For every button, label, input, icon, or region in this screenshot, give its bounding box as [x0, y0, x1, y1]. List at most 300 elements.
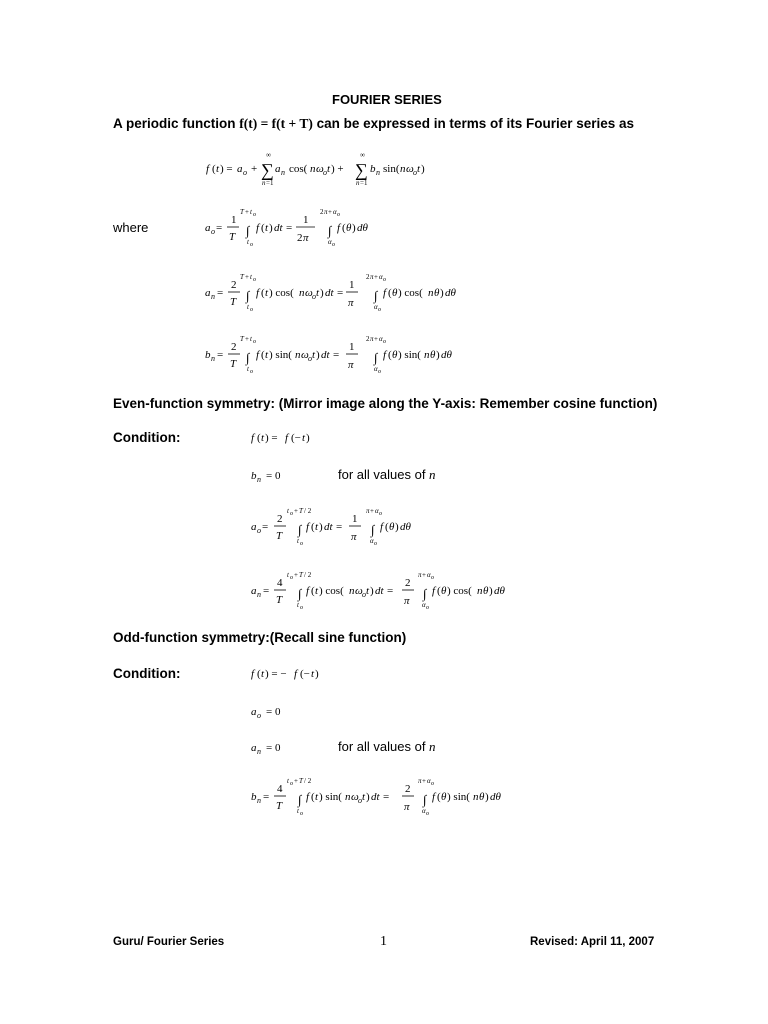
svg-text:(−: (−	[291, 432, 301, 444]
svg-text:∫: ∫	[423, 792, 427, 807]
svg-text:o: o	[290, 781, 293, 787]
svg-text:ω: ω	[355, 585, 363, 597]
svg-text:o: o	[379, 511, 382, 517]
svg-text:2: 2	[366, 273, 370, 281]
svg-text:π: π	[370, 335, 374, 343]
svg-text:f: f	[380, 521, 384, 533]
svg-text:n: n	[295, 349, 301, 361]
svg-text:t: t	[287, 507, 289, 515]
svg-text:t: t	[216, 163, 220, 175]
svg-text:t: t	[261, 668, 265, 680]
even-note-text: for all values of	[338, 467, 430, 482]
odd-note	[338, 739, 436, 755]
svg-text:α: α	[427, 571, 431, 579]
svg-text:2: 2	[320, 208, 324, 216]
svg-text:n: n	[376, 168, 380, 177]
svg-text:) sin(: ) sin(	[447, 791, 470, 803]
svg-text:): )	[366, 791, 370, 803]
svg-text:o: o	[300, 541, 303, 547]
svg-text:o: o	[290, 511, 293, 517]
svg-text:2: 2	[366, 335, 370, 343]
even-bn-zero	[248, 464, 308, 486]
svg-text:α: α	[422, 601, 426, 609]
svg-text:α: α	[375, 507, 379, 515]
svg-text:2: 2	[231, 341, 237, 353]
intro-text	[113, 116, 634, 132]
svg-text:+: +	[374, 273, 378, 281]
svg-text:a: a	[275, 163, 281, 175]
svg-text:α: α	[333, 208, 337, 216]
svg-text:/ 2: / 2	[304, 507, 312, 515]
svg-text:o: o	[250, 307, 253, 313]
svg-text:(: (	[311, 585, 315, 597]
svg-text:): )	[319, 521, 323, 533]
svg-text:α: α	[422, 807, 426, 815]
svg-text:+: +	[328, 208, 332, 216]
svg-text:θ: θ	[441, 791, 447, 803]
svg-text:t: t	[297, 601, 299, 609]
svg-text:t: t	[327, 163, 331, 175]
svg-text:t: t	[250, 335, 252, 343]
svg-text:dt: dt	[321, 349, 330, 361]
svg-text:) sin(: ) sin(	[398, 349, 421, 361]
svg-text:+: +	[370, 507, 374, 515]
svg-text:= 0: = 0	[266, 470, 281, 482]
svg-text:): )	[315, 668, 319, 680]
svg-text:n: n	[424, 349, 430, 361]
svg-text:f: f	[306, 585, 310, 597]
svg-text:2: 2	[277, 513, 283, 525]
svg-text:n: n	[257, 796, 261, 805]
svg-text:∫: ∫	[298, 522, 302, 537]
svg-text:∑: ∑	[261, 160, 274, 180]
svg-text:+: +	[294, 507, 298, 515]
svg-text:4: 4	[277, 577, 283, 589]
svg-text:) sin(: ) sin(	[269, 349, 292, 361]
svg-text:ω: ω	[305, 287, 313, 299]
svg-text:f: f	[337, 222, 341, 234]
odd-heading: Odd-function symmetry:(Recall sine function)	[113, 630, 407, 645]
svg-text:π: π	[404, 801, 410, 813]
svg-text:t: t	[312, 349, 316, 361]
odd-an-zero	[248, 736, 308, 758]
svg-text:): )	[440, 287, 444, 299]
where-label: where	[113, 220, 149, 235]
svg-text:) = −: ) = −	[265, 668, 287, 680]
svg-text:f: f	[256, 349, 260, 361]
svg-text:f: f	[285, 432, 289, 444]
svg-text:n: n	[356, 179, 360, 187]
svg-text:): )	[320, 287, 324, 299]
svg-text:n: n	[262, 179, 266, 187]
svg-text:): )	[316, 349, 320, 361]
svg-text:): )	[269, 222, 273, 234]
svg-text:T: T	[276, 594, 283, 606]
svg-text:∫: ∫	[298, 586, 302, 601]
intro-prefix: A periodic function	[113, 116, 240, 131]
svg-text:1: 1	[349, 279, 355, 291]
page-title: FOURIER SERIES	[332, 92, 442, 107]
even-ao-formula	[246, 502, 446, 548]
svg-text:π: π	[418, 571, 422, 579]
svg-text:o: o	[300, 605, 303, 611]
svg-text:dθ: dθ	[490, 791, 501, 803]
svg-text:a: a	[251, 742, 257, 754]
svg-text:+: +	[422, 777, 426, 785]
even-condition-formula	[248, 426, 358, 448]
svg-text:f: f	[432, 791, 436, 803]
svg-text:o: o	[431, 781, 434, 787]
svg-text:ω: ω	[301, 349, 309, 361]
svg-text:f: f	[306, 521, 310, 533]
svg-text:=1: =1	[360, 179, 368, 187]
svg-text:): )	[352, 222, 356, 234]
svg-text:n: n	[257, 475, 261, 484]
svg-text:(: (	[437, 585, 441, 597]
svg-text:o: o	[374, 541, 377, 547]
svg-text:) cos(: ) cos(	[269, 287, 294, 299]
svg-text:T: T	[230, 358, 237, 370]
svg-text:n: n	[428, 287, 434, 299]
svg-text:): )	[395, 521, 399, 533]
svg-text:=: =	[333, 349, 340, 361]
svg-text:=: =	[216, 222, 223, 234]
svg-text:t: t	[316, 287, 320, 299]
svg-text:+: +	[245, 335, 249, 343]
svg-text:) cos(: ) cos(	[398, 287, 423, 299]
svg-text:t: t	[315, 521, 319, 533]
svg-text:∫: ∫	[423, 586, 427, 601]
svg-text:T: T	[240, 273, 244, 281]
svg-text:T: T	[299, 777, 303, 785]
svg-text:a: a	[251, 706, 257, 718]
svg-text:t: t	[265, 287, 269, 299]
svg-text:): )	[436, 349, 440, 361]
svg-text:o: o	[300, 811, 303, 817]
svg-text:n: n	[400, 163, 406, 175]
svg-text:(: (	[257, 668, 261, 680]
even-note-var: n	[429, 467, 436, 482]
svg-text:T: T	[240, 335, 244, 343]
svg-text:dθ: dθ	[441, 349, 452, 361]
svg-text:t: t	[302, 432, 306, 444]
svg-text:o: o	[362, 590, 366, 599]
svg-text:): )	[489, 585, 493, 597]
an-formula	[200, 268, 490, 314]
svg-text:θ: θ	[434, 287, 440, 299]
svg-text:) =: ) =	[220, 163, 233, 175]
svg-text:θ: θ	[346, 222, 352, 234]
svg-text:dθ: dθ	[494, 585, 505, 597]
svg-text:+: +	[245, 273, 249, 281]
svg-text:∫: ∫	[374, 350, 378, 365]
svg-text:∫: ∫	[374, 288, 378, 303]
svg-text:=: =	[286, 222, 293, 234]
svg-text:∞: ∞	[360, 151, 365, 159]
svg-text:∫: ∫	[246, 288, 250, 303]
svg-text:α: α	[370, 537, 374, 545]
svg-text:T: T	[229, 231, 236, 243]
svg-text:o: o	[378, 307, 381, 313]
svg-text:): )	[370, 585, 374, 597]
svg-text:f: f	[294, 668, 298, 680]
odd-bn-formula	[246, 772, 536, 818]
svg-text:n: n	[211, 354, 215, 363]
svg-text:(: (	[261, 287, 265, 299]
svg-text:π: π	[303, 232, 309, 244]
svg-text:(: (	[311, 521, 315, 533]
svg-text:∫: ∫	[298, 792, 302, 807]
svg-text:=: =	[217, 349, 224, 361]
svg-text:t: t	[247, 238, 249, 246]
svg-text:dθ: dθ	[400, 521, 411, 533]
svg-text:=: =	[383, 791, 390, 803]
ao-formula	[200, 204, 400, 248]
svg-text:ω: ω	[351, 791, 359, 803]
svg-text:/ 2: / 2	[304, 777, 312, 785]
svg-text:α: α	[379, 273, 383, 281]
svg-text:(: (	[261, 349, 265, 361]
svg-text:(: (	[388, 287, 392, 299]
svg-text:=: =	[387, 585, 394, 597]
svg-text:∫: ∫	[246, 223, 250, 238]
svg-text:t: t	[315, 585, 319, 597]
svg-text:) sin(: ) sin(	[319, 791, 342, 803]
svg-text:4: 4	[277, 783, 283, 795]
svg-text:(: (	[257, 432, 261, 444]
svg-text:o: o	[378, 369, 381, 375]
svg-text:o: o	[426, 811, 429, 817]
odd-note-text: for all values of	[338, 739, 430, 754]
svg-text:n: n	[349, 585, 355, 597]
svg-text:α: α	[379, 335, 383, 343]
svg-text:2: 2	[405, 577, 411, 589]
svg-text:(: (	[311, 791, 315, 803]
svg-text:o: o	[253, 277, 256, 283]
svg-text:α: α	[328, 238, 332, 246]
svg-text:dθ: dθ	[445, 287, 456, 299]
svg-text:o: o	[250, 369, 253, 375]
svg-text:t: t	[250, 273, 252, 281]
svg-text:a: a	[205, 222, 211, 234]
svg-text:=: =	[336, 521, 343, 533]
svg-text:a: a	[251, 585, 257, 597]
svg-text:): )	[485, 791, 489, 803]
svg-text:o: o	[431, 575, 434, 581]
svg-text:t: t	[297, 807, 299, 815]
svg-text:): )	[306, 432, 310, 444]
svg-text:f: f	[256, 222, 260, 234]
svg-text:a: a	[237, 163, 243, 175]
svg-text:) =: ) =	[265, 432, 278, 444]
svg-text:θ: θ	[430, 349, 436, 361]
footer-left: Guru/ Fourier Series	[113, 936, 225, 948]
svg-text:π: π	[348, 297, 354, 309]
svg-text:∫: ∫	[371, 522, 375, 537]
svg-text:b: b	[251, 470, 257, 482]
svg-text:f: f	[206, 163, 210, 175]
svg-text:b: b	[205, 349, 211, 361]
svg-text:T: T	[240, 208, 244, 216]
svg-text:t: t	[287, 777, 289, 785]
svg-text:θ: θ	[479, 791, 485, 803]
svg-text:α: α	[427, 777, 431, 785]
svg-text:=: =	[337, 287, 344, 299]
svg-text:): )	[421, 163, 425, 175]
svg-text:n: n	[345, 791, 351, 803]
svg-text:=: =	[263, 585, 270, 597]
svg-text:t: t	[247, 303, 249, 311]
svg-text:n: n	[310, 163, 316, 175]
svg-text:t: t	[311, 668, 315, 680]
svg-text:o: o	[253, 212, 256, 218]
svg-text:) cos(: ) cos(	[319, 585, 344, 597]
svg-text:f: f	[306, 791, 310, 803]
svg-text:= 0: = 0	[266, 706, 281, 718]
svg-text:2: 2	[405, 783, 411, 795]
svg-text:o: o	[426, 605, 429, 611]
svg-text:t: t	[247, 365, 249, 373]
svg-text:t: t	[362, 791, 366, 803]
svg-text:T: T	[276, 800, 283, 812]
odd-ao-zero	[248, 700, 308, 722]
odd-condition-label: Condition:	[113, 666, 181, 681]
svg-text:α: α	[374, 365, 378, 373]
svg-text:dt: dt	[371, 791, 380, 803]
svg-text:∫: ∫	[246, 350, 250, 365]
svg-text:o: o	[257, 711, 261, 720]
odd-note-var: n	[429, 739, 436, 754]
svg-text:∑: ∑	[355, 160, 368, 180]
svg-text:n: n	[477, 585, 483, 597]
svg-text:(: (	[342, 222, 346, 234]
even-condition-label: Condition:	[113, 430, 181, 445]
svg-text:1: 1	[349, 341, 355, 353]
svg-text:cos(: cos(	[289, 163, 308, 175]
svg-text:f: f	[251, 668, 255, 680]
svg-text:t: t	[417, 163, 421, 175]
svg-text:=: =	[263, 791, 270, 803]
svg-text:o: o	[253, 339, 256, 345]
svg-text:o: o	[308, 354, 312, 363]
svg-text:(−: (−	[300, 668, 310, 680]
svg-text:a: a	[251, 521, 257, 533]
svg-text:/ 2: / 2	[304, 571, 312, 579]
svg-text:t: t	[265, 349, 269, 361]
odd-condition-formula	[248, 662, 358, 684]
svg-text:θ: θ	[441, 585, 447, 597]
svg-text:(: (	[388, 349, 392, 361]
svg-text:f: f	[383, 349, 387, 361]
svg-text:π: π	[351, 531, 357, 543]
svg-text:f: f	[383, 287, 387, 299]
svg-text:(: (	[212, 163, 216, 175]
svg-text:π: π	[348, 359, 354, 371]
svg-text:θ: θ	[483, 585, 489, 597]
svg-text:t: t	[265, 222, 269, 234]
svg-text:n: n	[257, 747, 261, 756]
svg-text:α: α	[374, 303, 378, 311]
svg-text:dθ: dθ	[357, 222, 368, 234]
svg-text:+: +	[245, 208, 249, 216]
svg-text:+: +	[251, 163, 258, 175]
svg-text:n: n	[257, 590, 261, 599]
svg-text:+: +	[374, 335, 378, 343]
svg-text:o: o	[383, 339, 386, 345]
bn-formula	[200, 330, 490, 376]
svg-text:t: t	[261, 432, 265, 444]
svg-text:o: o	[312, 292, 316, 301]
svg-text:=: =	[262, 521, 269, 533]
svg-text:2: 2	[297, 232, 303, 244]
svg-text:θ: θ	[389, 521, 395, 533]
svg-text:(: (	[261, 222, 265, 234]
svg-text:= 0: = 0	[266, 742, 281, 754]
intro-formula: f(t) = f(t + T)	[239, 116, 313, 131]
svg-text:∞: ∞	[266, 151, 271, 159]
even-heading: Even-function symmetry: (Mirror image along the Y-axis: Remember cosine function)	[113, 396, 658, 411]
fourier-series-equation	[200, 148, 460, 188]
svg-text:n: n	[281, 168, 285, 177]
svg-text:=: =	[217, 287, 224, 299]
svg-text:) +: ) +	[331, 163, 344, 175]
svg-text:t: t	[250, 208, 252, 216]
svg-text:θ: θ	[392, 349, 398, 361]
svg-text:f: f	[432, 585, 436, 597]
svg-text:∫: ∫	[328, 223, 332, 238]
svg-text:f: f	[256, 287, 260, 299]
page-number: 1	[380, 934, 387, 949]
svg-text:o: o	[250, 242, 253, 248]
svg-text:π: π	[366, 507, 370, 515]
svg-text:t: t	[366, 585, 370, 597]
svg-text:t: t	[315, 791, 319, 803]
svg-text:dt: dt	[324, 521, 333, 533]
svg-text:π: π	[370, 273, 374, 281]
svg-text:π: π	[404, 595, 410, 607]
even-note	[338, 467, 436, 483]
svg-text:o: o	[383, 277, 386, 283]
svg-text:o: o	[323, 168, 327, 177]
svg-text:) cos(: ) cos(	[447, 585, 472, 597]
svg-text:2: 2	[231, 279, 237, 291]
svg-text:1: 1	[303, 214, 309, 226]
svg-text:+: +	[294, 571, 298, 579]
svg-text:n: n	[211, 292, 215, 301]
svg-text:t: t	[297, 537, 299, 545]
svg-text:f: f	[251, 432, 255, 444]
svg-text:1: 1	[231, 214, 237, 226]
svg-text:ω: ω	[316, 163, 324, 175]
svg-text:T: T	[276, 530, 283, 542]
svg-text:(: (	[437, 791, 441, 803]
svg-text:dt: dt	[375, 585, 384, 597]
svg-text:o: o	[358, 796, 362, 805]
svg-text:π: π	[324, 208, 328, 216]
svg-text:n: n	[473, 791, 479, 803]
svg-text:b: b	[251, 791, 257, 803]
svg-text:T: T	[230, 296, 237, 308]
svg-text:o: o	[413, 168, 417, 177]
svg-text:T: T	[299, 507, 303, 515]
svg-text:o: o	[243, 168, 247, 177]
intro-suffix: can be expressed in terms of its Fourier series as	[312, 116, 635, 131]
svg-text:+: +	[294, 777, 298, 785]
svg-text:sin(: sin(	[383, 163, 400, 175]
svg-text:dt: dt	[325, 287, 334, 299]
svg-text:π: π	[418, 777, 422, 785]
svg-text:1: 1	[352, 513, 358, 525]
